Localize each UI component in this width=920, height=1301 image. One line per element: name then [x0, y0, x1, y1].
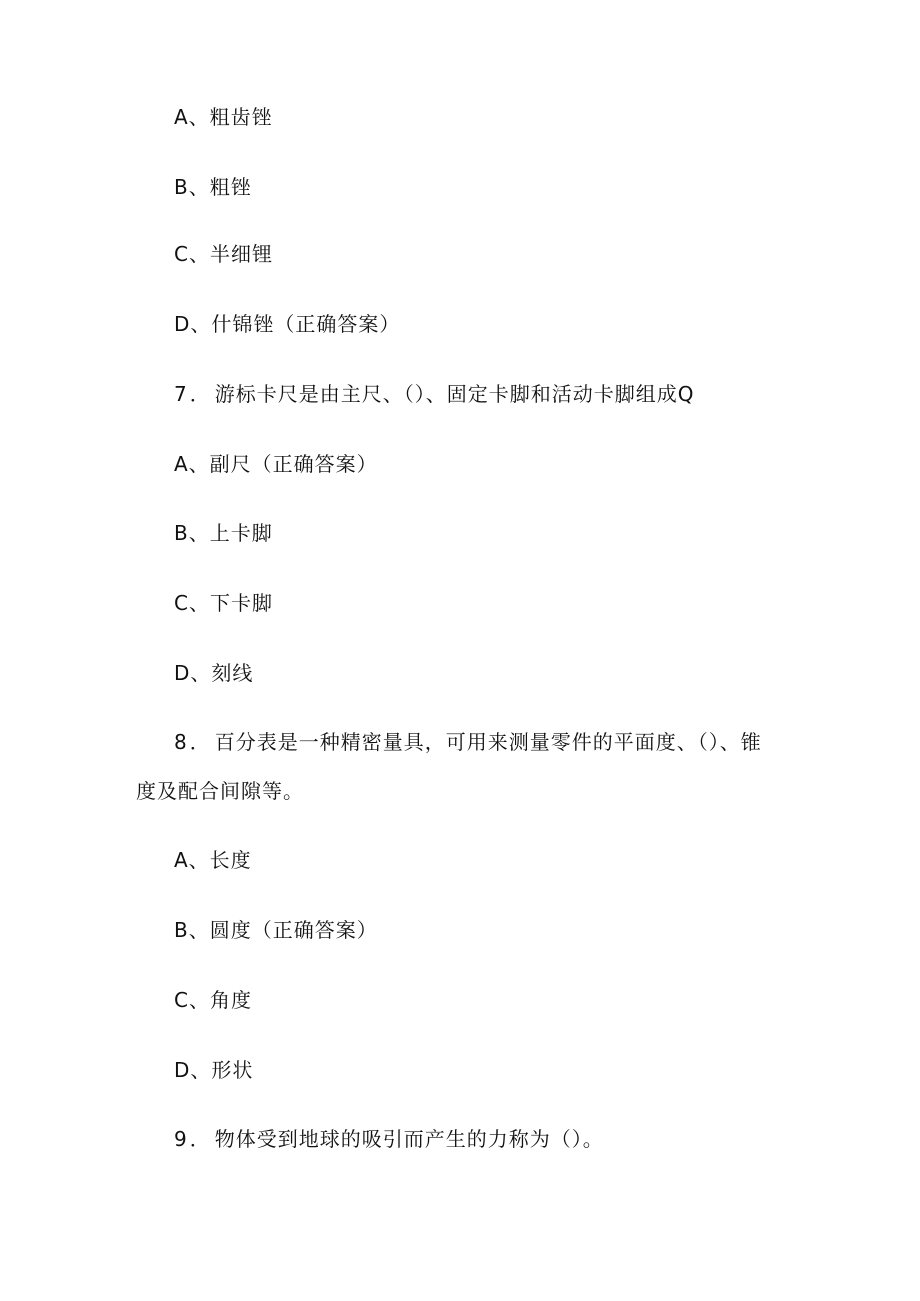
q7-option-b: B、上卡脚: [174, 521, 273, 545]
q8-option-d: D、形状: [174, 1058, 254, 1082]
q8-option-a: A、长度: [174, 848, 252, 872]
q8-stem-1: 百分表是一种精密量具，可用来测量零件的平面度、（）、锥: [214, 730, 762, 754]
q6-option-b: B、粗锉: [174, 175, 252, 199]
q6-option-d: D、什锦锉（正确答案）: [174, 312, 401, 336]
q6-option-c: C、半细锂: [174, 242, 273, 266]
q8-option-b: B、圆度（正确答案）: [174, 918, 378, 942]
q8-stem-line-1: 8 ． 百分表是一种精密量具，可用来测量零件的平面度、（）、锥: [174, 730, 762, 754]
q7-stem: 游标卡尺是由主尺、（）、固定卡脚和活动卡脚组成Q: [214, 382, 695, 406]
q7-option-a: A、副尺（正确答案）: [174, 452, 378, 476]
q8-stem-line-2: 度及配合间隙等。: [136, 779, 304, 803]
q9-stem-line: 9 ． 物体受到地球的吸引而产生的力称为（）。: [174, 1127, 604, 1151]
q8-option-c: C、角度: [174, 988, 252, 1012]
q8-number: 8: [174, 730, 188, 754]
q9-stem: 物体受到地球的吸引而产生的力称为（）。: [214, 1127, 604, 1151]
q9-number: 9: [174, 1127, 188, 1151]
q7-number: 7: [174, 382, 188, 406]
q7-option-d: D、刻线: [174, 661, 254, 685]
q6-option-a: A、粗齿锉: [174, 105, 273, 129]
q7-stem-line: 7 ． 游标卡尺是由主尺、（）、固定卡脚和活动卡脚组成Q: [174, 382, 695, 406]
q7-option-c: C、下卡脚: [174, 591, 273, 615]
